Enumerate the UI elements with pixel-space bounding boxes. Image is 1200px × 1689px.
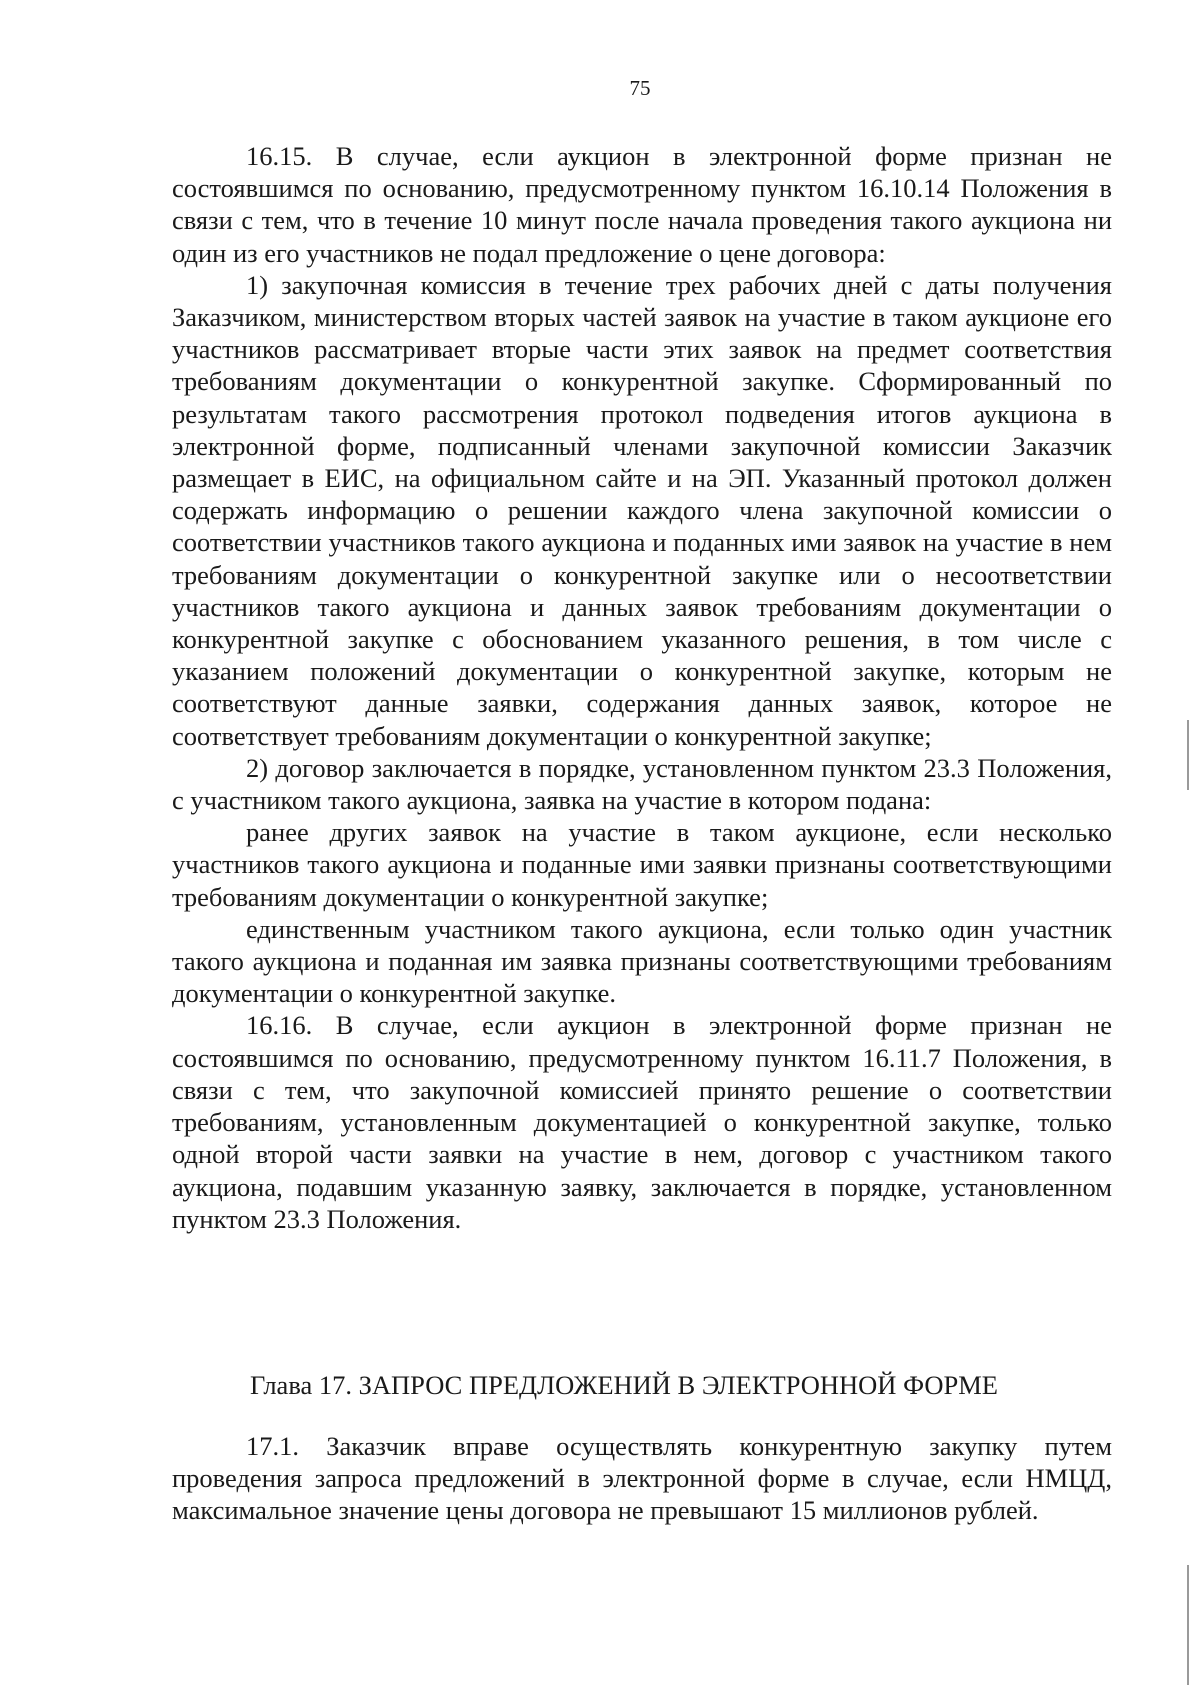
paragraph-16-15: 16.15. В случае, если аукцион в электронной форме признан не состоявшимся по основанию, предусмотренному пунктом 16.10.14 Положения в связи с тем, что в течение 10 минут после начала проведения такого аукциона ни один из его участников не подал предложение о цене договора: bbox=[172, 141, 1112, 268]
scan-edge-mark bbox=[1187, 720, 1189, 790]
paragraph-16-15-item-2-a: ранее других заявок на участие в таком аукционе, если несколько участников такого аукциона и поданные ими заявки признаны соответствующими требованиям документации о конкурентной закупке; bbox=[172, 817, 1112, 912]
paragraph-16-15-item-2: 2) договор заключается в порядке, установленном пунктом 23.3 Положения, с участником такого аукциона, заявка на участие в котором подана: bbox=[172, 752, 1112, 816]
chapter-17-heading: Глава 17. ЗАПРОС ПРЕДЛОЖЕНИЙ В ЭЛЕКТРОННОЙ ФОРМЕ bbox=[250, 1370, 998, 1400]
page-number: 75 bbox=[629, 76, 651, 100]
section-16-text bbox=[172, 140, 1112, 1235]
paragraph-16-16: 16.16. В случае, если аукцион в электронной форме признан не состоявшимся по основанию, предусмотренному пунктом 16.11.7 Положения, в связи с тем, что закупочной комиссией принято решение о соответствии требованиям, установленным документацией о конкурентной закупке, только одной второй части заявки на участие в нем, договор с участником такого аукциона, подавшим указанную заявку, заключается в порядке, установленном пунктом 23.3 Положения. bbox=[172, 1010, 1112, 1234]
paragraph-16-15-item-2-b: единственным участником такого аукциона, если только один участник такого аукциона и поданная им заявка признаны соответствующими требованиям документации о конкурентной закупке. bbox=[172, 913, 1112, 1009]
paragraph-16-15-item-1: 1) закупочная комиссия в течение трех рабочих дней с даты получения Заказчиком, министерством вторых частей заявок на участие в таком аукционе его участников рассматривает вторые части этих заявок на предмет соответствия требованиям документации о конкурентной закупке. Сформированный по результатам такого рассмотрения протокол подведения итогов аукциона в электронной форме, подписанный членами закупочной комиссии Заказчик размещает в ЕИС, на официальном сайте и на ЭП. Указанный протокол должен содержать информацию о решении каждого члена закупочной комиссии о соответствии участников такого аукциона и поданных ими заявок на участие в нем требованиям документации о конкурентной закупке или о несоответствии участников такого аукциона и данных заявок требованиям документации о конкурентной закупке с обоснованием указанного решения, в том числе с указанием положений документации о конкурентной закупке, которым не соответствуют данные заявки, содержания данных заявок, которое не соответствует требованиям документации о конкурентной закупке; bbox=[172, 269, 1112, 751]
scan-edge-mark bbox=[1187, 1565, 1189, 1685]
paragraph-17-1: 17.1. Заказчик вправе осуществлять конкурентную закупку путем проведения запроса предложений в электронной форме в случае, если НМЦД, максимальное значение цены договора не превышают 15 миллионов рублей. bbox=[172, 1431, 1112, 1526]
chapter-17-text bbox=[172, 1430, 1112, 1527]
